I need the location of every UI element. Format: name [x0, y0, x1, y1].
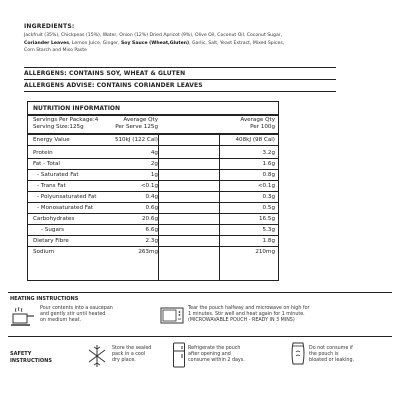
ingredients-heading: INGREDIENTS:	[24, 23, 75, 30]
bloated-pouch-icon	[290, 340, 306, 366]
microwave-icon	[160, 306, 184, 326]
nutrient-label: Fat - Total	[33, 161, 60, 167]
nutrient-per-100g: 0.3g	[262, 194, 275, 200]
safety-heading-line-1: SAFETY	[10, 351, 32, 357]
stove-line-1: Pour contents into a saucepan	[40, 306, 113, 311]
nutrition-row	[28, 170, 278, 181]
heating-heading: HEATING INSTRUCTIONS	[10, 296, 79, 302]
nutrition-row	[28, 148, 278, 159]
nutrition-row	[28, 214, 278, 225]
nutrient-label: Carbohydrates	[33, 216, 75, 222]
nutrient-label: - Monosaturated Fat	[37, 205, 94, 211]
nutrition-row	[28, 247, 278, 258]
nutrition-information-panel	[27, 101, 279, 281]
allergens-contains: ALLERGENS: CONTAINS SOY, WHEAT & GLUTEN	[24, 70, 186, 77]
refrigerate-instructions	[188, 346, 245, 364]
ingredients-line-2-mid: , Lemon Juice, Ginger,	[69, 40, 121, 46]
nutrient-per-100g: 3.2g	[262, 150, 275, 156]
nutrition-title: NUTRITION INFORMATION	[33, 105, 121, 112]
nutrient-label: - Saturated Fat	[37, 172, 79, 178]
allergen-divider-bottom	[24, 91, 336, 92]
bloated-line-3: bloated or leaking.	[309, 358, 355, 363]
col-per-100g-header-2: Per 100g	[250, 124, 275, 130]
nutrient-per-serve: 1g	[150, 172, 158, 178]
refrigerator-icon	[172, 342, 186, 368]
nutrient-label: Protein	[33, 150, 53, 156]
nutrition-row	[28, 203, 278, 214]
nutrient-label: Dietary Fibre	[33, 238, 69, 244]
nutrition-row	[28, 236, 278, 247]
col-per-serve-header-1: Average Qty	[123, 117, 158, 123]
row-rule	[28, 145, 278, 146]
nutrient-per-100g: 1.6g	[262, 161, 275, 167]
ingredients-line-3: Corn Starch and Miso Paste	[24, 48, 87, 54]
safety-heading-line-2: INSTRUCTIONS	[10, 358, 52, 364]
nutrient-per-serve: 2.3g	[145, 238, 158, 244]
allergen-coriander: Coriander Leaves	[24, 40, 69, 46]
nutrient-per-serve: 263mg	[138, 249, 158, 255]
nutrient-per-100g: 1.8g	[262, 238, 275, 244]
ingredients-line-1: Jackfruit (35%), Chickpeas (15%), Water, Onion (12%) Dried Apricot (9%), Olive Oil, Coconut Oil, Coconut Sugar,	[24, 33, 283, 38]
col-per-100g-header-1: Average Qty	[240, 117, 275, 123]
stove-line-3: on medium heat.	[40, 318, 82, 323]
nutrition-row	[28, 181, 278, 192]
allergen-divider-middle	[24, 79, 336, 80]
nutrient-per-100g: 408kJ (98 Cal)	[235, 137, 275, 143]
nutrient-label: - Sugars	[41, 227, 65, 233]
ingredients-text	[24, 32, 380, 55]
microwave-line-1: Tear the pouch halfway and microwave on high for	[188, 306, 310, 311]
bloated-line-2: the pouch is	[309, 352, 339, 357]
nutrient-per-serve: 6.6g	[145, 227, 158, 233]
nutrition-row	[28, 135, 278, 146]
allergen-divider-top	[24, 67, 336, 68]
nutrient-label: - Polyunsaturated Fat	[37, 194, 97, 200]
heating-divider-top	[8, 292, 392, 293]
nutrient-per-serve: 4g	[150, 150, 158, 156]
nutrient-per-serve: 20.6g	[141, 216, 158, 222]
store-line-1: Store the sealed	[112, 346, 152, 351]
nutrient-per-serve: 2g	[150, 161, 158, 167]
microwave-line-3: (MICROWAVABLE POUCH - READY IN 3 MINS)	[188, 318, 295, 323]
bloated-line-1: Do not consume if	[309, 346, 353, 351]
nutrient-label: Sodium	[33, 249, 55, 255]
nutrient-per-100g: 210mg	[255, 249, 275, 255]
safety-divider-top	[8, 336, 392, 337]
store-line-3: dry place.	[112, 358, 136, 363]
nutrition-row	[28, 192, 278, 203]
nutrient-per-100g: <0.1g	[257, 183, 275, 189]
fridge-line-2: after opening and	[188, 352, 231, 357]
safety-heading	[10, 351, 52, 365]
col-per-serve-header-2: Per Serve 125g	[115, 124, 158, 130]
store-instructions	[112, 346, 151, 364]
fridge-line-3: consume within 2 days.	[188, 358, 245, 363]
allergen-soy-sauce: Soy Sauce (Wheat,Gluten)	[121, 40, 190, 46]
allergens-advise: ALLERGENS ADVISE: CONTAINS CORIANDER LEAVES	[24, 82, 203, 89]
nutrient-label: Energy Value	[33, 137, 70, 143]
nutrition-title-rule	[28, 114, 278, 116]
microwave-line-2: 1 minutes. Stir well and heat again for 1 minute.	[188, 312, 305, 317]
nutrient-per-serve: <0.1g	[140, 183, 158, 189]
nutrient-label: - Trans Fat	[37, 183, 66, 189]
nutrient-per-serve: 0.6g	[145, 205, 158, 211]
nutrient-per-serve: 510kJ (122 Cal)	[114, 137, 158, 143]
nutrient-per-100g: 16.5g	[258, 216, 275, 222]
store-line-2: pack in a cool	[112, 352, 146, 357]
nutrient-per-100g: 5.3g	[262, 227, 275, 233]
nutrition-row	[28, 225, 278, 236]
nutrient-per-100g: 0.8g	[262, 172, 275, 178]
servings-per-package: Servings Per Package:4	[33, 117, 99, 123]
fridge-line-1: Refrigerate the pouch	[188, 346, 241, 351]
nutrient-per-100g: 0.5g	[262, 205, 275, 211]
nutrition-row	[28, 159, 278, 170]
nutrient-per-serve: 0.4g	[145, 194, 158, 200]
ingredients-line-2	[24, 40, 380, 48]
bloated-warning	[309, 346, 354, 364]
cool-dry-place-icon	[86, 343, 108, 369]
ingredients-line-2-end: , Garlic, Salt, Yeast Extract, Mixed Spices,	[189, 40, 285, 46]
saucepan-icon	[10, 306, 36, 328]
stove-line-2: and gently stir until heated	[40, 312, 106, 317]
serving-size: Serving Size:125g	[33, 124, 84, 130]
stove-instructions	[40, 306, 113, 324]
microwave-instructions	[188, 306, 310, 324]
